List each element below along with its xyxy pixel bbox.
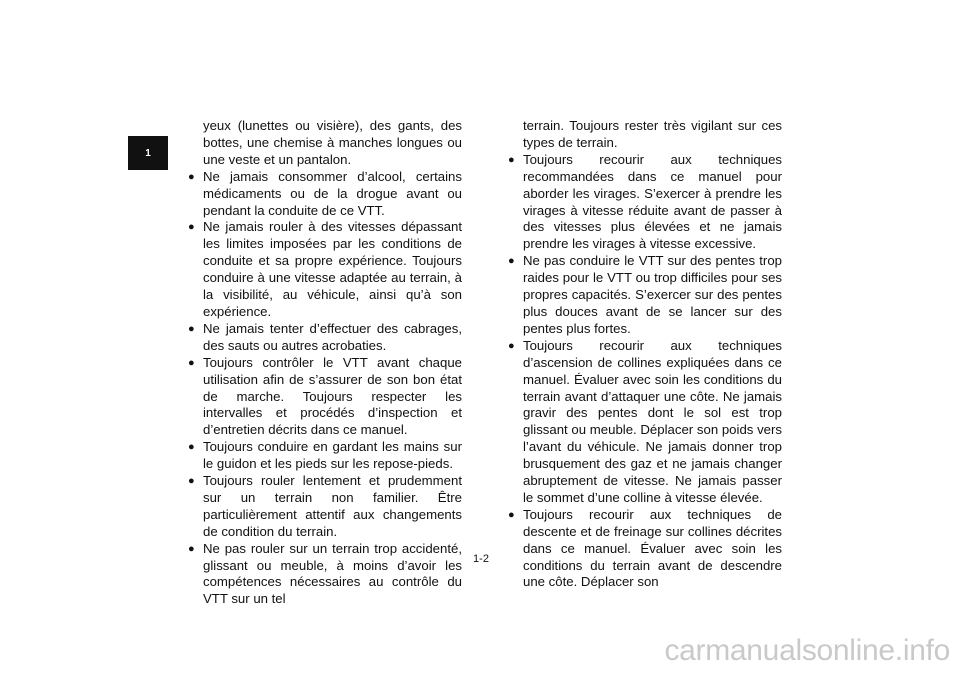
list-item xyxy=(188,473,462,541)
bullet-icon: ● xyxy=(188,322,195,335)
list-item xyxy=(188,219,462,320)
bullet-icon: ● xyxy=(508,508,515,521)
bullet-icon: ● xyxy=(508,153,515,166)
bullet-icon: ● xyxy=(508,339,515,352)
bullet-icon: ● xyxy=(188,475,195,488)
bullet-icon: ● xyxy=(188,221,195,234)
list-item xyxy=(508,253,782,338)
list-item-text: Toujours rouler lentement et prudemment sur un terrain non familier. Être particulièrement attentif aux changements de condition du terrain. xyxy=(203,473,462,539)
bullet-icon: ● xyxy=(188,441,195,454)
chapter-number: 1 xyxy=(145,147,151,159)
list-item-text: Toujours recourir aux techniques d’ascension de collines expliquées dans ce manuel. Évaluer avec soin les conditions du terrain avant d’attaquer une côte. Ne jamais gravir des pentes dont le sol est trop glissant ou meuble. Déplacer son poids vers l’avant du véhicule. Ne jamais donner trop brusquement des gaz et ne jamais changer abruptement de vitesse. Ne jamais passer le sommet d’une colline à vitesse élevée. xyxy=(523,337,782,505)
list-item-text: Ne jamais tenter d’effectuer des cabrages, des sauts ou autres acrobaties. xyxy=(203,320,462,353)
list-item-text: Ne pas rouler sur un terrain trop accidenté, glissant ou meuble, à moins d’avoir les compétences nécessaires au contrôle du VTT sur un tel xyxy=(203,540,462,607)
list-item-text: Toujours conduire en gardant les mains sur le guidon et les pieds sur les repose-pieds. xyxy=(203,439,462,472)
bullet-icon: ● xyxy=(188,356,195,369)
right-column xyxy=(508,118,782,591)
list-item-text: Toujours recourir aux techniques de descente et de freinage sur collines décrites dans ce manuel. Évaluer avec soin les conditions du terrain avant de descendre une côte. Déplacer son xyxy=(523,506,782,590)
list-item-text: Ne pas conduire le VTT sur des pentes trop raides pour le VTT ou trop difficiles pour ses propres capacités. S’exercer sur des pentes plus douces avant de se lancer sur des pentes plus fortes. xyxy=(523,253,782,336)
list-item xyxy=(508,152,782,253)
page-number: 1-2 xyxy=(473,553,489,565)
list-item-text: Toujours contrôler le VTT avant chaque utilisation afin de s’assurer de son bon état de marche. Toujours respecter les intervalles et procédés d’inspection et d’entretien décrits dans ce manuel. xyxy=(203,354,462,438)
list-item xyxy=(188,355,462,440)
list-item xyxy=(508,338,782,507)
bullet-icon: ● xyxy=(508,255,515,268)
left-column xyxy=(188,118,462,608)
list-item-text: Toujours recourir aux techniques recommandées dans ce manuel pour aborder les virages. S’exercer à prendre les virages à vitesse réduite avant de passer à des vitesses plus élevées et ne jamais prendre les virages à vitesse excessive. xyxy=(523,151,782,252)
continuation-paragraph: yeux (lunettes ou visière), des gants, des bottes, une chemise à manches longues ou une veste et un pantalon. xyxy=(203,118,462,167)
list-item-text: Ne jamais rouler à des vitesses dépassant les limites imposées par les conditions de conduite et sa propre expérience. Toujours conduire à une vitesse adaptée au terrain, à la visibilité, au véhicule, ainsi qu’à son expérience. xyxy=(203,219,462,319)
list-item-text: Ne jamais consommer d’alcool, certains médicaments ou de la drogue avant ou pendant la conduite de ce VTT. xyxy=(203,168,462,218)
list-item xyxy=(188,169,462,220)
bullet-icon: ● xyxy=(188,542,195,555)
list-item xyxy=(188,541,462,609)
list-item xyxy=(188,439,462,473)
watermark: carmanualsonline.info xyxy=(664,634,950,667)
list-item xyxy=(188,321,462,355)
continuation-paragraph: terrain. Toujours rester très vigilant sur ces types de terrain. xyxy=(523,118,782,150)
list-item xyxy=(508,507,782,592)
chapter-tab xyxy=(128,136,168,170)
bullet-icon: ● xyxy=(188,170,195,183)
